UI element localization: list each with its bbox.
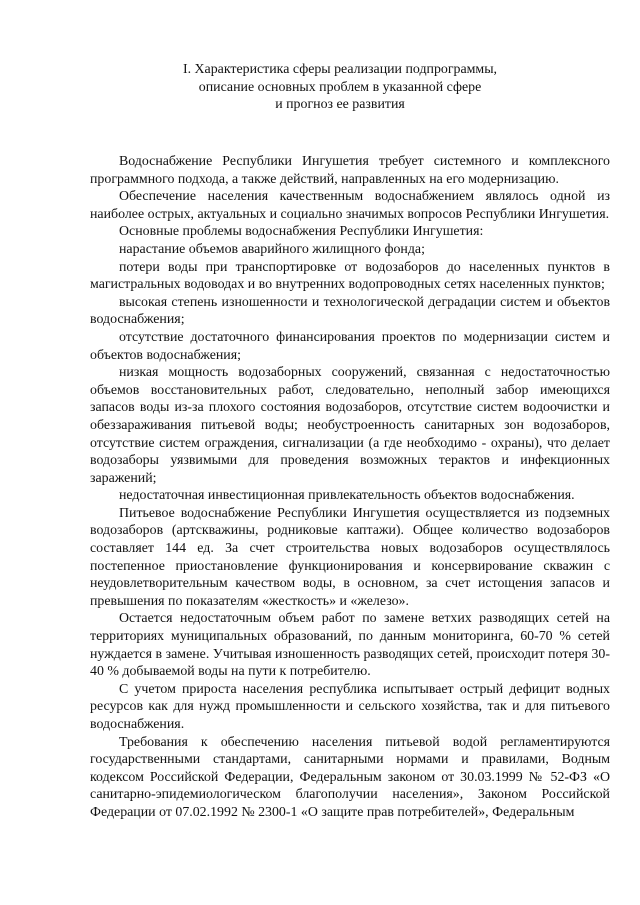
list-item: высокая степень изношенности и технологической деградации систем и объектов водоснабжения; bbox=[90, 294, 610, 328]
paragraph: Основные проблемы водоснабжения Республики Ингушетия: bbox=[119, 224, 484, 240]
heading-line-3: и прогноз ее развития bbox=[275, 97, 405, 112]
heading-line-2: описание основных проблем в указанной сфере bbox=[198, 79, 482, 95]
heading-line-1: I. Характеристика сферы реализации подпрограммы, bbox=[182, 62, 498, 77]
list-item: нарастание объемов аварийного жилищного фонда; bbox=[119, 241, 425, 257]
list-item: потери воды при транспортировке от водозаборов до населенных пунктов в магистральных водоводах и во внутренних водопроводных сетях населенных пунктов; bbox=[90, 259, 610, 293]
list-item: отсутствие достаточного финансирования проектов по модернизации систем и объектов водоснабжения; bbox=[90, 329, 610, 363]
paragraph: Требования к обеспечению населения питьевой водой регламентируются государственными стандартами, санитарными нормами и правилами, Водным кодексом Российской Федерации, Федеральным законом от 30.03.1999 № 52-ФЗ «О санитарно-эпидемиологическом благополучии населения», Законом Российской Федерации от 07.02.1992 № 2300-1 «О защите прав потребителей», Федеральным bbox=[90, 734, 610, 820]
list-item: недостаточная инвестиционная привлекательность объектов водоснабжения. bbox=[119, 488, 575, 504]
paragraph: Питьевое водоснабжение Республики Ингушетия осуществляется из подземных водозаборов (артскважины, родниковые каптажи). Общее количество водозаборов составляет 144 ед. За счет строительства новых водозаборов осуществлялось постепенное приостановление функционирования и консервирование скважин с неудовлетворительным качеством воды, в основном, за счет истощения запасов и превышения по показателям «жесткость» и «железо». bbox=[90, 505, 610, 609]
paragraph: Обеспечение населения качественным водоснабжением являлось одной из наиболее острых, актуальных и социально значимых вопросов Республики Ингушетия. bbox=[90, 189, 610, 222]
paragraph: Водоснабжение Республики Ингушетия требует системного и комплексного программного подхода, а также действий, направленных на его модернизацию. bbox=[90, 154, 610, 187]
paragraph: Остается недостаточным объем работ по замене ветхих разводящих сетей на территориях муниципальных образований, по данным мониторинга, 60-70 % сетей нуждается в замене. Учитывая изношенность разводящих сетей, происходит потеря 30-40 % добываемой воды на пути к потребителю. bbox=[90, 611, 610, 680]
document-body bbox=[90, 153, 610, 822]
paragraph: С учетом прироста населения республика испытывает острый дефицит водных ресурсов как для нужд промышленности и сельского хозяйства, так и для питьевого водоснабжения. bbox=[90, 681, 610, 732]
list-item: низкая мощность водозаборных сооружений, связанная с недостаточностью объемов восстановительных работ, следовательно, неполный забор имеющихся запасов воды из-за плохого состояния водозаборов, отсутствие систем водоочистки и обеззараживания питьевой воды; необустроенность санитарных зон водозаборов, отсутствие систем ограждения, сигнализации (а где необходимо - охраны), что делает водозаборы уязвимыми для проведения возможных терактов и инфекционных заражений; bbox=[90, 365, 610, 486]
section-heading bbox=[90, 61, 590, 114]
